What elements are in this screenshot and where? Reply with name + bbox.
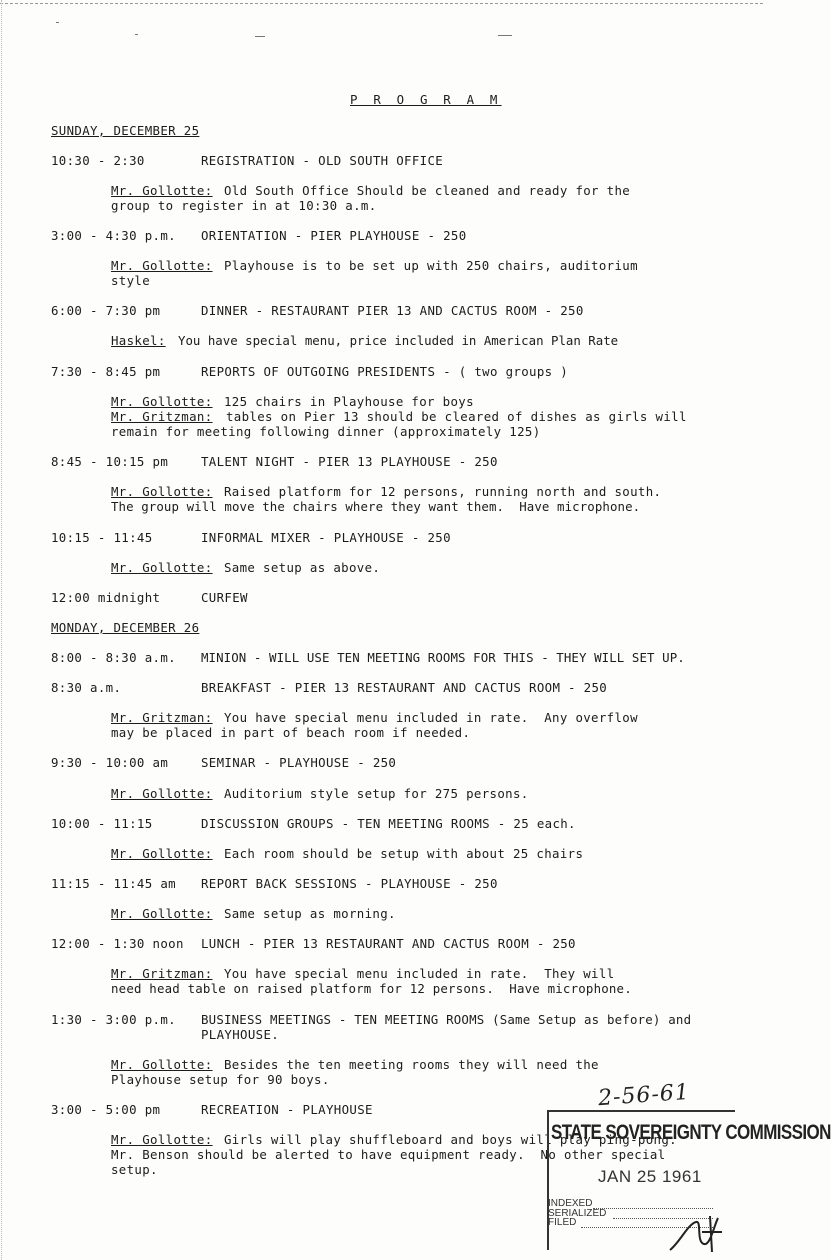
note-text: group to register in at 10:30 a.m. bbox=[111, 198, 377, 213]
entry-event: DISCUSSION GROUPS - TEN MEETING ROOMS - 25 each. bbox=[201, 816, 576, 831]
entry-event-continued: PLAYHOUSE. bbox=[201, 1027, 280, 1042]
note-text: You have special menu included in rate. Any overflow bbox=[224, 710, 638, 725]
entry-event: INFORMAL MIXER - PLAYHOUSE - 250 bbox=[201, 530, 451, 545]
entry-event: DINNER - RESTAURANT PIER 13 AND CACTUS ROOM - 250 bbox=[201, 303, 584, 318]
note-name: Mr. Gritzman: bbox=[111, 710, 213, 725]
entry-time: 3:00 - 4:30 p.m. bbox=[51, 228, 176, 243]
note-name: Mr. Gollotte: bbox=[111, 484, 213, 499]
entry-time: 7:30 - 8:45 pm bbox=[51, 364, 161, 379]
note-name: Mr. Gritzman: bbox=[111, 966, 213, 981]
entry-time: 8:00 - 8:30 a.m. bbox=[51, 650, 176, 665]
stamp-filed-label: FILED bbox=[548, 1217, 577, 1228]
entry-time: 9:30 - 10:00 am bbox=[51, 755, 169, 770]
scan-top-edge bbox=[0, 3, 763, 4]
entry-event: BUSINESS MEETINGS - TEN MEETING ROOMS (Same Setup as before) and bbox=[201, 1012, 692, 1027]
entry-time: 12:00 midnight bbox=[51, 590, 161, 605]
note-name: Mr. Gollotte: bbox=[111, 258, 213, 273]
note-text: Girls will play shuffleboard and boys will play ping-pong. bbox=[224, 1132, 677, 1147]
note-text: You have special menu, price included in American Plan Rate bbox=[178, 333, 619, 348]
note-text: Old South Office Should be cleaned and ready for the bbox=[224, 183, 631, 198]
note-name: Mr. Gollotte: bbox=[111, 560, 213, 575]
note-text: style bbox=[111, 273, 151, 288]
scan-left-edge bbox=[1, 0, 2, 1260]
stamp-date: JAN 25 1961 bbox=[598, 1167, 702, 1186]
entry-event: REPORTS OF OUTGOING PRESIDENTS - ( two groups ) bbox=[201, 364, 569, 379]
entry-time: 10:30 - 2:30 bbox=[51, 153, 145, 168]
scan-speck bbox=[498, 35, 512, 36]
note-text: Besides the ten meeting rooms they will need the bbox=[224, 1057, 599, 1072]
scan-speck bbox=[56, 22, 59, 23]
entry-event: LUNCH - PIER 13 RESTAURANT AND CACTUS ROOM - 250 bbox=[201, 936, 576, 951]
stamp-title: STATE SOVEREIGNTY COMMISSION bbox=[551, 1120, 831, 1144]
entry-time: 8:30 a.m. bbox=[51, 680, 122, 695]
note-text: Each room should be setup with about 25 chairs bbox=[224, 846, 584, 861]
entry-time: 11:15 - 11:45 am bbox=[51, 876, 176, 891]
entry-time: 3:00 - 5:00 pm bbox=[51, 1102, 161, 1117]
note-text: setup. bbox=[111, 1162, 158, 1177]
stamp-indexed-line bbox=[593, 1208, 713, 1209]
note-name: Mr. Gollotte: bbox=[111, 786, 213, 801]
scan-speck bbox=[135, 34, 138, 35]
note-text: Playhouse setup for 90 boys. bbox=[111, 1072, 330, 1087]
entry-time: 8:45 - 10:15 pm bbox=[51, 454, 169, 469]
signature-scribble bbox=[666, 1212, 726, 1256]
day-heading: MONDAY, DECEMBER 26 bbox=[51, 620, 200, 635]
note-name: Mr. Gritzman: bbox=[111, 409, 213, 424]
stamp-indexed-label: INDEXED bbox=[548, 1198, 593, 1209]
day-heading: SUNDAY, DECEMBER 25 bbox=[51, 123, 200, 138]
entry-time: 10:15 - 11:45 bbox=[51, 530, 153, 545]
note-name: Mr. Gollotte: bbox=[111, 846, 213, 861]
note-text: The group will move the chairs where they want them. Have microphone. bbox=[111, 499, 641, 514]
note-text: Mr. Benson should be alerted to have equipment ready. No other special bbox=[111, 1147, 666, 1162]
entry-event: MINION - WILL USE TEN MEETING ROOMS FOR THIS - THEY WILL SET UP. bbox=[201, 650, 685, 665]
entry-event: REGISTRATION - OLD SOUTH OFFICE bbox=[201, 153, 444, 168]
entry-time: 12:00 - 1:30 noon bbox=[51, 936, 184, 951]
entry-event: RECREATION - PLAYHOUSE bbox=[201, 1102, 373, 1117]
note-text: You have special menu included in rate. They will bbox=[224, 966, 615, 981]
note-name: Mr. Gollotte: bbox=[111, 394, 213, 409]
note-text: Same setup as above. bbox=[224, 560, 381, 575]
note-text: Raised platform for 12 persons, running north and south. bbox=[224, 484, 662, 499]
entry-time: 6:00 - 7:30 pm bbox=[51, 303, 161, 318]
entry-event: SEMINAR - PLAYHOUSE - 250 bbox=[201, 755, 397, 770]
entry-event: CURFEW bbox=[201, 590, 248, 605]
note-text: remain for meeting following dinner (approximately 125) bbox=[111, 424, 541, 439]
note-text: may be placed in part of beach room if needed. bbox=[111, 725, 471, 740]
entry-time: 10:00 - 11:15 bbox=[51, 816, 153, 831]
note-name: Mr. Gollotte: bbox=[111, 906, 213, 921]
scan-speck bbox=[255, 36, 265, 37]
note-name: Mr. Gollotte: bbox=[111, 183, 213, 198]
entry-event: REPORT BACK SESSIONS - PLAYHOUSE - 250 bbox=[201, 876, 498, 891]
note-text: need head table on raised platform for 12 persons. Have microphone. bbox=[111, 981, 632, 996]
note-text: tables on Pier 13 should be cleared of dishes as girls will bbox=[226, 409, 687, 424]
note-name: Haskel: bbox=[111, 333, 166, 348]
page-title: P R O G R A M bbox=[350, 92, 502, 107]
stamp-serialized-label: SERIALIZED bbox=[548, 1208, 607, 1219]
note-text: Playhouse is to be set up with 250 chairs, auditorium bbox=[224, 258, 638, 273]
entry-event: BREAKFAST - PIER 13 RESTAURANT AND CACTUS ROOM - 250 bbox=[201, 680, 608, 695]
handwritten-file-number: 2-56-61 bbox=[597, 1079, 691, 1112]
entry-event: TALENT NIGHT - PIER 13 PLAYHOUSE - 250 bbox=[201, 454, 498, 469]
note-name: Mr. Gollotte: bbox=[111, 1132, 213, 1147]
note-text: 125 chairs in Playhouse for boys bbox=[224, 394, 474, 409]
entry-event: ORIENTATION - PIER PLAYHOUSE - 250 bbox=[201, 228, 467, 243]
note-name: Mr. Gollotte: bbox=[111, 1057, 213, 1072]
entry-time: 1:30 - 3:00 p.m. bbox=[51, 1012, 176, 1027]
note-text: Auditorium style setup for 275 persons. bbox=[224, 786, 529, 801]
note-text: Same setup as morning. bbox=[224, 906, 396, 921]
